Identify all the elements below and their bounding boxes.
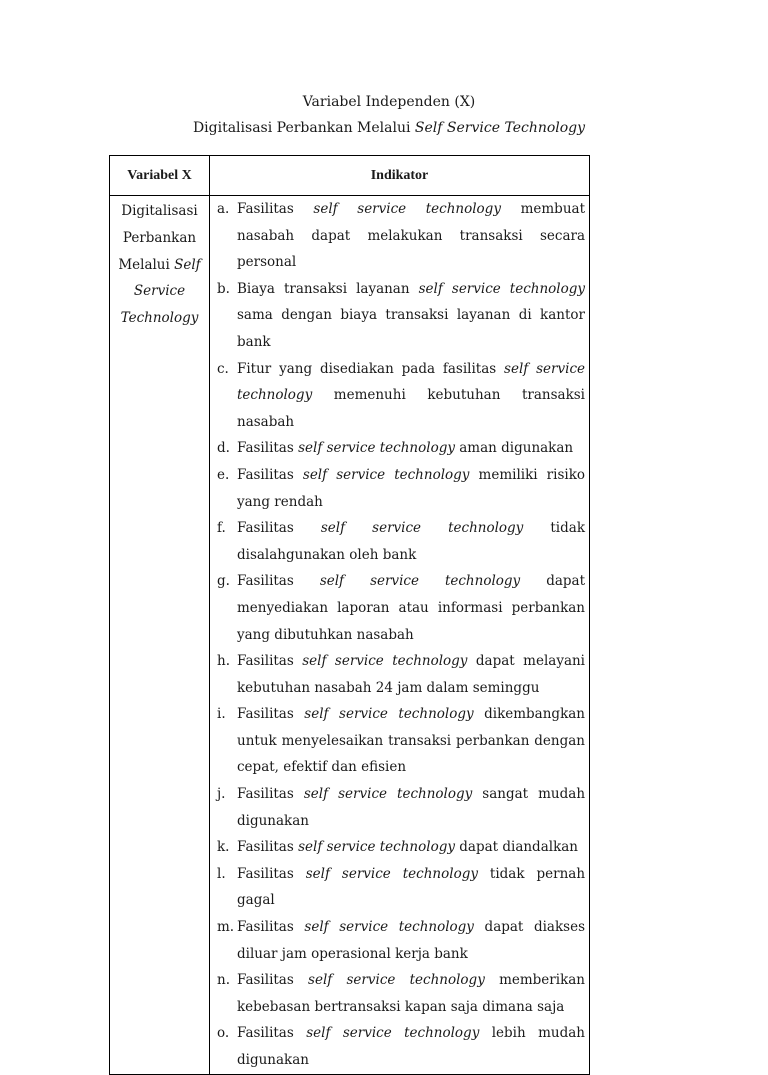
indicator-letter: k. <box>217 839 230 856</box>
variable-line-italic: Service <box>133 283 186 300</box>
indicator-letter: g. <box>217 573 230 590</box>
indicator-text-start: Fitur yang disediakan pada fasilitas <box>237 360 505 377</box>
indicator-text-italic: self service technology <box>320 520 524 537</box>
indicator-text-end: sama dengan biaya transaksi layanan di kantor bank <box>237 307 585 350</box>
indicator-letter: i. <box>217 706 226 723</box>
indicator-text <box>237 861 585 914</box>
indicator-letter: j. <box>217 786 226 803</box>
indicator-text-end: tidak disalahgunakan oleh bank <box>237 520 585 563</box>
indicator-letter: m. <box>217 919 235 936</box>
variable-line-italic: Technology <box>120 310 199 327</box>
indicator-item <box>217 914 585 967</box>
indicator-text <box>237 781 585 834</box>
variable-line: Digitalisasi <box>121 203 198 219</box>
indicator-item <box>217 781 585 834</box>
indicator-letter: a. <box>217 201 230 217</box>
subtitle-italic-text: Self Service Technology <box>414 120 586 136</box>
indicator-text-start: Fasilitas <box>237 786 304 803</box>
indicator-letter: l. <box>217 865 226 882</box>
indicator-letter: c. <box>217 360 229 377</box>
indicator-text-start: Fasilitas <box>237 972 309 989</box>
indicator-item <box>217 1020 585 1073</box>
table-header-row <box>110 156 590 196</box>
variable-line <box>110 305 209 332</box>
indicator-text-italic: self service technology <box>418 280 586 297</box>
variable-line: Perbankan <box>122 229 197 246</box>
indicator-text <box>237 701 585 781</box>
indicator-text-italic: self service technology <box>304 706 474 723</box>
indicator-text-end: memenuhi kebutuhan transaksi nasabah <box>237 387 585 430</box>
indicator-text-italic: self service technology <box>302 466 470 483</box>
indicator-item <box>217 967 585 1020</box>
indicator-text <box>237 276 585 356</box>
indicator-letter: e. <box>217 466 230 483</box>
variable-line-text: Melalui <box>118 256 175 273</box>
indicator-text-start: Fasilitas <box>237 466 303 483</box>
indicator-text-end: sangat mudah digunakan <box>237 786 586 829</box>
indicator-text-end: dapat menyediakan laporan atau informasi perbankan yang dibutuhkan nasabah <box>237 573 585 643</box>
indicator-letter: d. <box>217 440 230 457</box>
indicator-text-italic: self service technology <box>308 972 485 989</box>
indicator-text-end: aman digunakan <box>454 440 574 457</box>
indicator-text-italic: self service technology <box>304 919 474 936</box>
indicator-text-start: Fasilitas <box>237 706 305 723</box>
indicator-text-start: Fasilitas <box>237 865 306 882</box>
indicator-letter: f. <box>217 520 226 537</box>
indicator-item <box>217 861 585 914</box>
indicator-text <box>237 967 585 1020</box>
document-title: Variabel Independen (X) <box>302 94 476 110</box>
indicator-text-start: Fasilitas <box>237 653 303 670</box>
indicator-item <box>217 435 585 462</box>
indicator-text-italic: self service technology <box>298 440 455 457</box>
indicator-text <box>237 914 585 967</box>
indicator-text-end: dapat diandalkan <box>454 839 578 856</box>
indicator-text-italic: self service technology <box>306 1025 480 1042</box>
variable-line <box>110 252 209 279</box>
indicator-text-start: Fasilitas <box>237 839 299 856</box>
indicator-text-end: tidak pernah gagal <box>237 865 586 909</box>
indicator-letter: b. <box>217 280 230 297</box>
indicator-table <box>109 155 590 1075</box>
indicator-text <box>237 462 585 515</box>
indicator-text-end: membuat nasabah dapat melakukan transaksi secara personal <box>237 201 585 271</box>
subtitle-text: Digitalisasi Perbankan Melalui <box>192 120 415 136</box>
indicator-text-end: memiliki risiko yang rendah <box>237 466 586 510</box>
table-row <box>110 196 590 1075</box>
header-indicator: Indikator <box>210 156 590 196</box>
indicator-text-italic: self service technology <box>313 201 501 217</box>
indicator-cell <box>210 196 590 1075</box>
indicator-text <box>237 834 585 861</box>
indicator-item <box>217 196 585 276</box>
indicator-text-italic: self service technology <box>298 839 455 856</box>
document-subtitle <box>0 120 768 136</box>
indicator-text-italic: self service technology <box>237 360 585 404</box>
indicator-item <box>217 648 585 701</box>
indicator-text-italic: self service technology <box>302 653 468 670</box>
indicator-text-italic: self service technology <box>305 865 478 882</box>
indicator-text-start: Fasilitas <box>237 573 320 590</box>
indicator-text <box>237 568 585 648</box>
indicator-text <box>237 648 585 701</box>
indicator-text-end: memberikan kebebasan bertransaksi kapan saja dimana saja <box>237 972 585 1015</box>
indicator-item <box>217 356 585 436</box>
indicator-text-start: Fasilitas <box>237 1025 307 1042</box>
indicator-text-start: Fasilitas <box>237 919 305 936</box>
indicator-text <box>237 1020 585 1073</box>
indicator-text-start: Fasilitas <box>237 201 314 217</box>
indicator-letter: o. <box>217 1025 230 1042</box>
indicator-text-start: Fasilitas <box>237 440 299 457</box>
indicator-text-end: dikembangkan untuk menyelesaikan transaksi perbankan dengan cepat, efektif dan efisien <box>237 706 585 776</box>
indicator-text-start: Biaya transaksi layanan <box>237 280 419 297</box>
indicator-text-italic: self service technology <box>303 786 473 803</box>
indicator-letter: h. <box>217 653 230 670</box>
variable-line <box>110 278 209 305</box>
indicator-text-italic: self service technology <box>319 573 521 590</box>
indicator-item <box>217 834 585 861</box>
indicator-text <box>237 515 585 568</box>
indicator-item <box>217 701 585 781</box>
indicator-text-end: dapat diakses diluar jam operasional kerja bank <box>237 919 585 962</box>
indicator-item <box>217 515 585 568</box>
indicator-text-start: Fasilitas <box>237 520 321 537</box>
indicator-item <box>217 462 585 515</box>
variable-cell <box>110 196 210 1075</box>
indicator-item <box>217 568 585 648</box>
indicator-text <box>237 356 585 436</box>
header-variable: Variabel X <box>110 156 210 196</box>
indicator-item <box>217 276 585 356</box>
indicator-letter: n. <box>217 972 230 989</box>
indicator-text <box>237 435 585 462</box>
variable-line-italic: Self <box>174 256 201 273</box>
indicator-text-end: lebih mudah digunakan <box>237 1025 585 1068</box>
indicator-text <box>237 196 585 276</box>
indicator-text-end: dapat melayani kebutuhan nasabah 24 jam dalam seminggu <box>237 653 586 696</box>
